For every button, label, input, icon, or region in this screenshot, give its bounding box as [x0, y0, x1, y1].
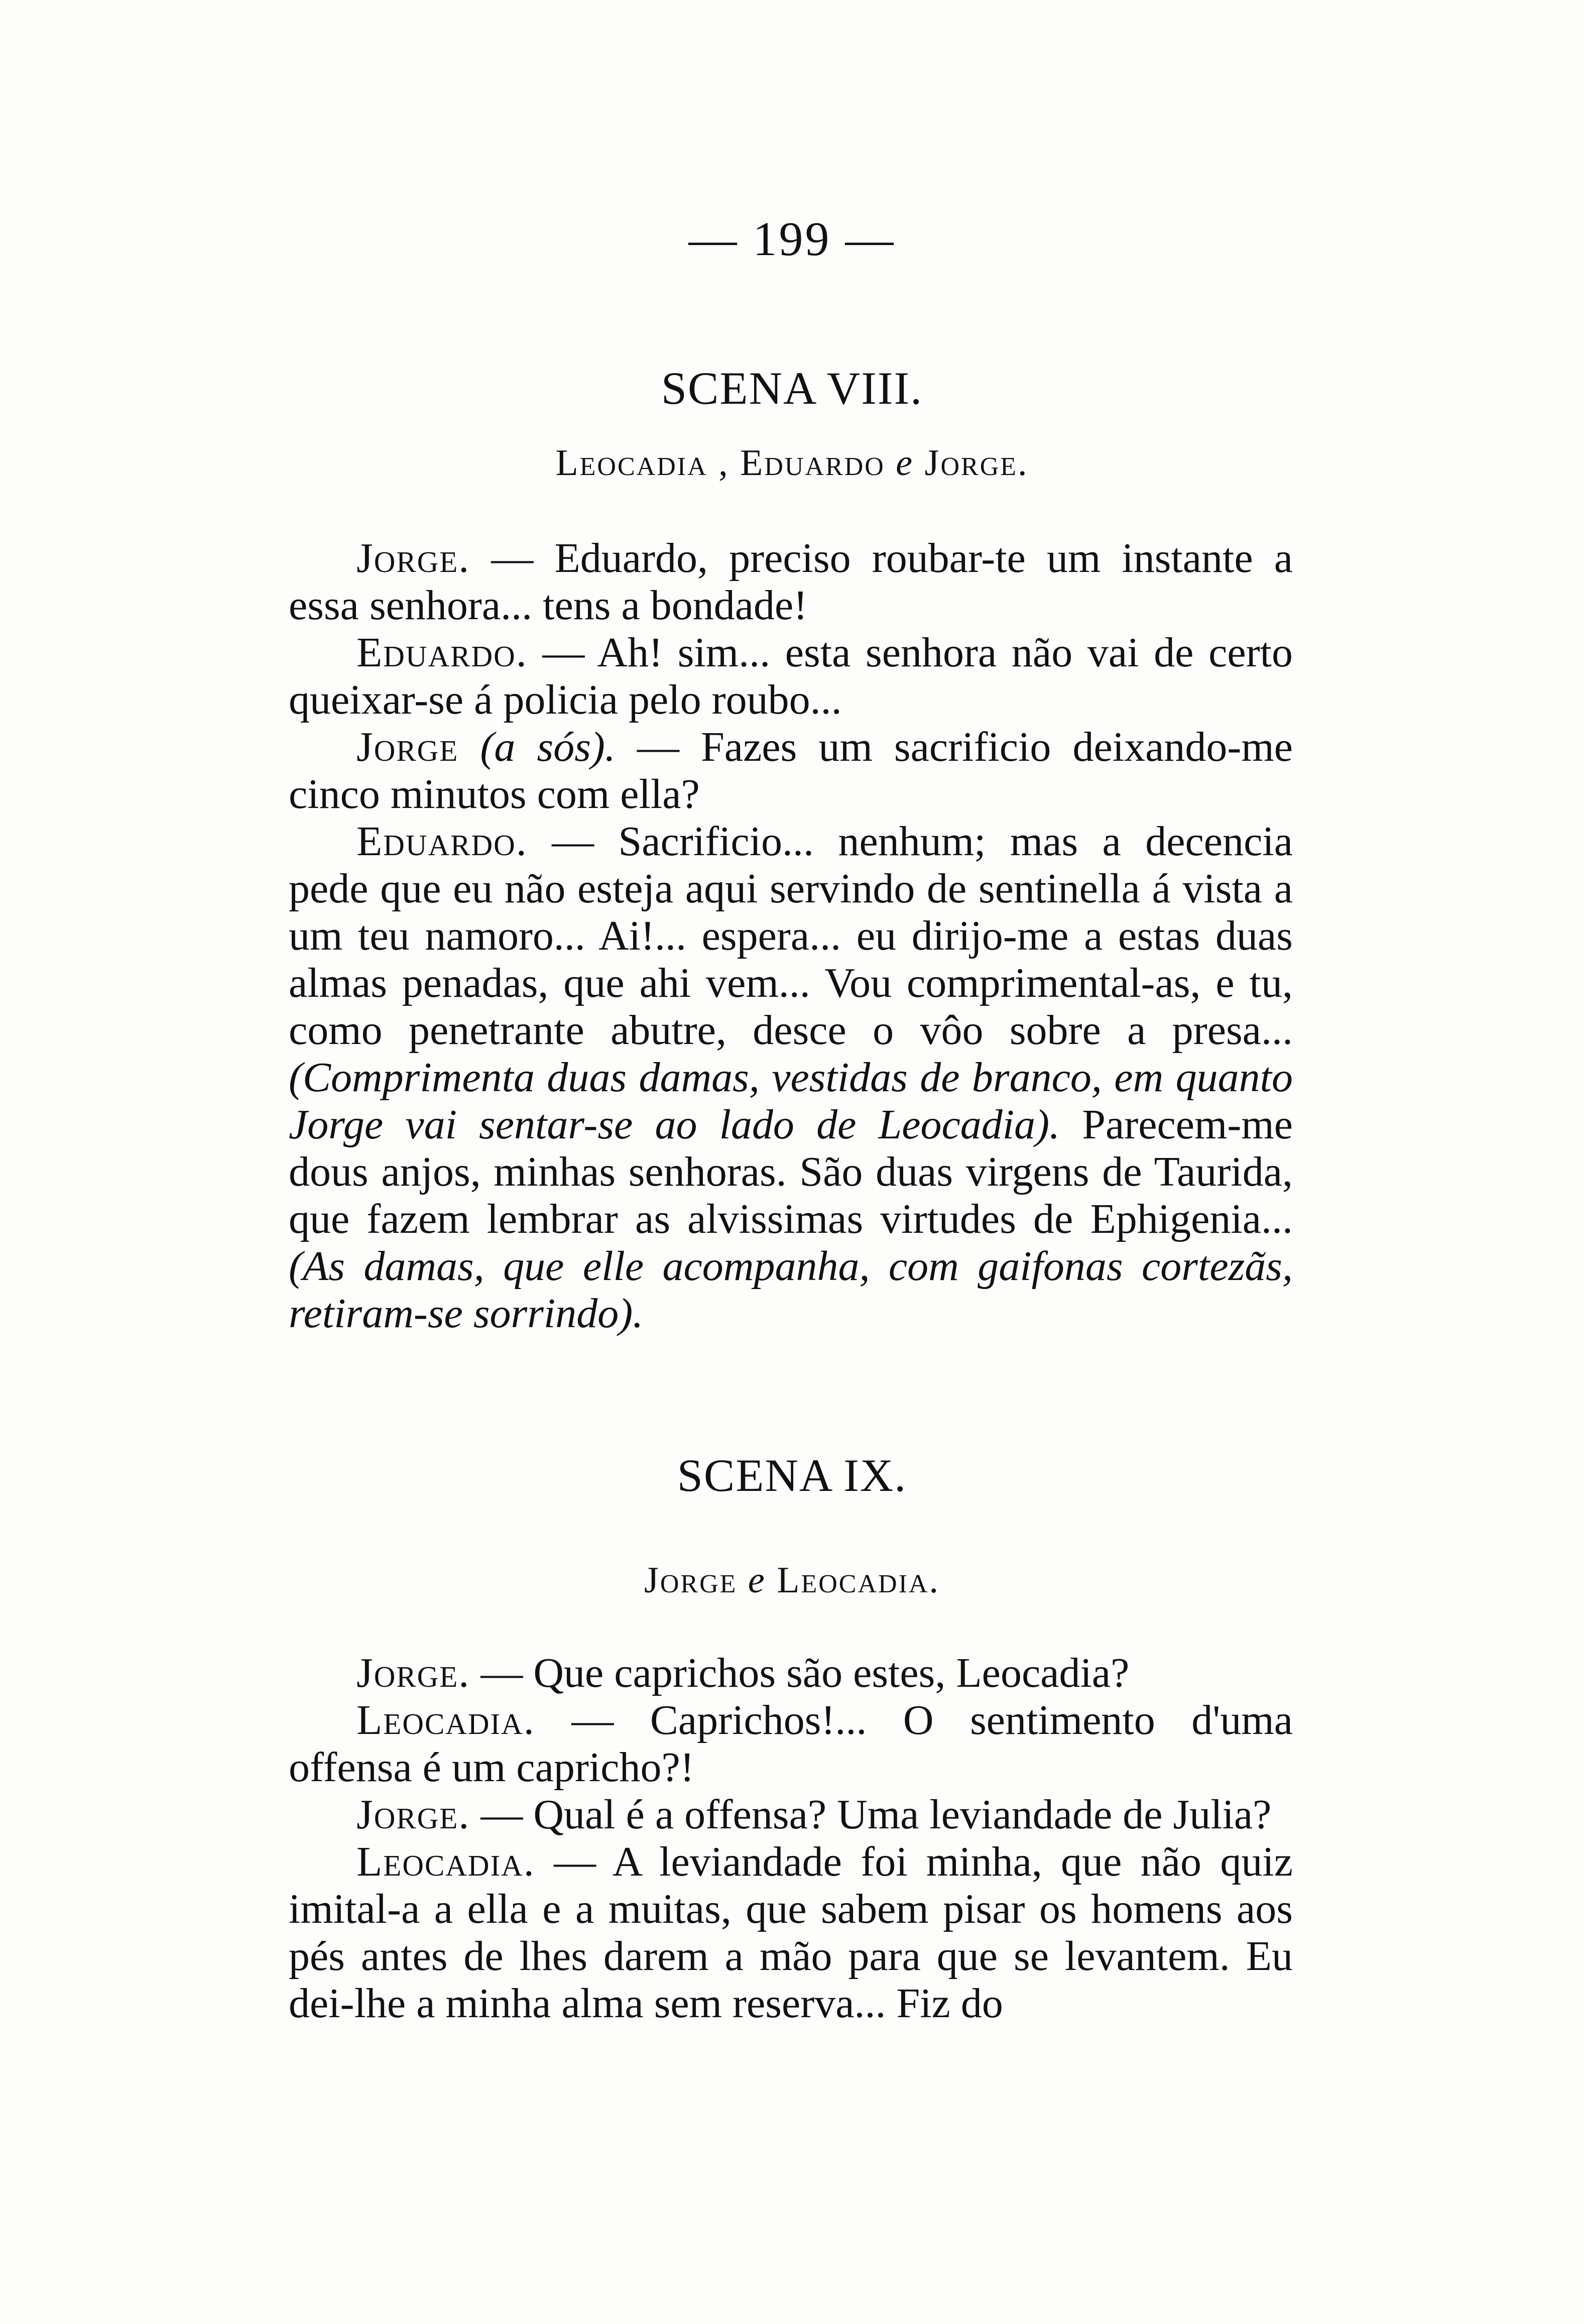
dialogue-line — [289, 818, 1293, 1337]
speech-text: A leviandade foi minha, que não quiz imital-a a ella e a muitas, que sabem pisar os homens aos pés antes de lhes darem a mão para que se levantem. Eu dei-lhe a minha alma sem reserva... Fiz do — [289, 1838, 1293, 2027]
dialogue-dash: — — [470, 1650, 534, 1696]
dialogue-line — [289, 1838, 1293, 2027]
speech-text: Sacrificio... nenhum; mas a decencia pede que eu não esteja aqui servindo de sentinella á vista a um teu namoro... Ai!... espera... eu dirijo-me a estas duas almas penadas, que ahi vem... Vou comprimental-as, e tu, como penetrante abutre, desce o vôo sobre a presa... — [289, 818, 1293, 1054]
speech-text: Ah! sim... esta senhora não vai de certo queixar-se á policia pelo roubo... — [289, 629, 1293, 723]
scene-9-cast-a: Jorge — [644, 1560, 738, 1601]
speaker-name: Jorge. — [356, 1650, 470, 1696]
speaker-name: Leocadia. — [356, 1697, 535, 1744]
scene-9-cast-b: Leocadia. — [777, 1560, 940, 1601]
dialogue-dash: — — [470, 535, 555, 582]
stage-direction: (Comprimenta duas damas, vestidas de branco, em quanto Jorge vai sentar-se ao lado de Leocadia). — [289, 1054, 1293, 1148]
scene-8-dialogue — [289, 535, 1293, 1337]
dialogue-line — [289, 1791, 1293, 1838]
dialogue-dash: — — [527, 818, 619, 865]
speaker-name: Jorge — [356, 724, 459, 770]
scene-9-cast — [0, 1559, 1584, 1602]
dialogue-line — [289, 1650, 1293, 1697]
speech-text: Eduardo, preciso roubar-te um instante a essa senhora... tens a bondade! — [289, 535, 1293, 629]
dialogue-line — [289, 535, 1293, 629]
speech-text: Fazes um sacrificio deixando-me cinco minutos com ella? — [289, 724, 1293, 818]
page-number: — 199 — — [688, 212, 896, 266]
dialogue-line — [289, 1697, 1293, 1791]
speaker-name: Jorge. — [356, 1791, 470, 1838]
scene-9-cast-conj: e — [748, 1560, 766, 1601]
speaker-name: Leocadia. — [356, 1838, 535, 1885]
scene-8-cast-conj: e — [896, 442, 914, 484]
dialogue-dash: — — [535, 1697, 650, 1744]
speech-text: Caprichos!... O sentimento d'uma offensa é um capricho?! — [289, 1697, 1293, 1791]
scene-8-heading: SCENA VIII. — [661, 363, 923, 414]
scene-9-heading: SCENA IX. — [677, 1450, 907, 1501]
scene-8-cast-b: Jorge. — [924, 442, 1029, 484]
dialogue-dash: — — [615, 724, 701, 770]
scene-9-dialogue — [289, 1650, 1293, 2027]
speech-text: Qual é a offensa? Uma leviandade de Julia? — [533, 1791, 1272, 1838]
dialogue-dash: — — [470, 1791, 534, 1838]
speech-text: Que caprichos são estes, Leocadia? — [533, 1650, 1130, 1696]
dialogue-dash: — — [527, 629, 597, 676]
speaker-name: Jorge. — [356, 535, 470, 582]
speech-text: Parecem-me dous anjos, minhas senhoras. São duas virgens de Taurida, que fazem lembrar as alvissimas virtudes de Ephigenia... — [289, 1101, 1293, 1242]
speaker-name: Eduardo. — [356, 629, 528, 676]
stage-direction: (a sós). — [480, 724, 616, 770]
dialogue-line — [289, 724, 1293, 818]
speaker-name: Eduardo. — [356, 818, 528, 865]
scene-8-cast — [0, 442, 1584, 485]
dialogue-line — [289, 629, 1293, 724]
stage-direction: (As damas, que elle acompanha, com gaifonas cortezãs, retiram-se sorrindo). — [289, 1243, 1293, 1337]
dialogue-dash: — — [535, 1838, 613, 1885]
scene-8-cast-a: Leocadia , Eduardo — [555, 442, 885, 484]
